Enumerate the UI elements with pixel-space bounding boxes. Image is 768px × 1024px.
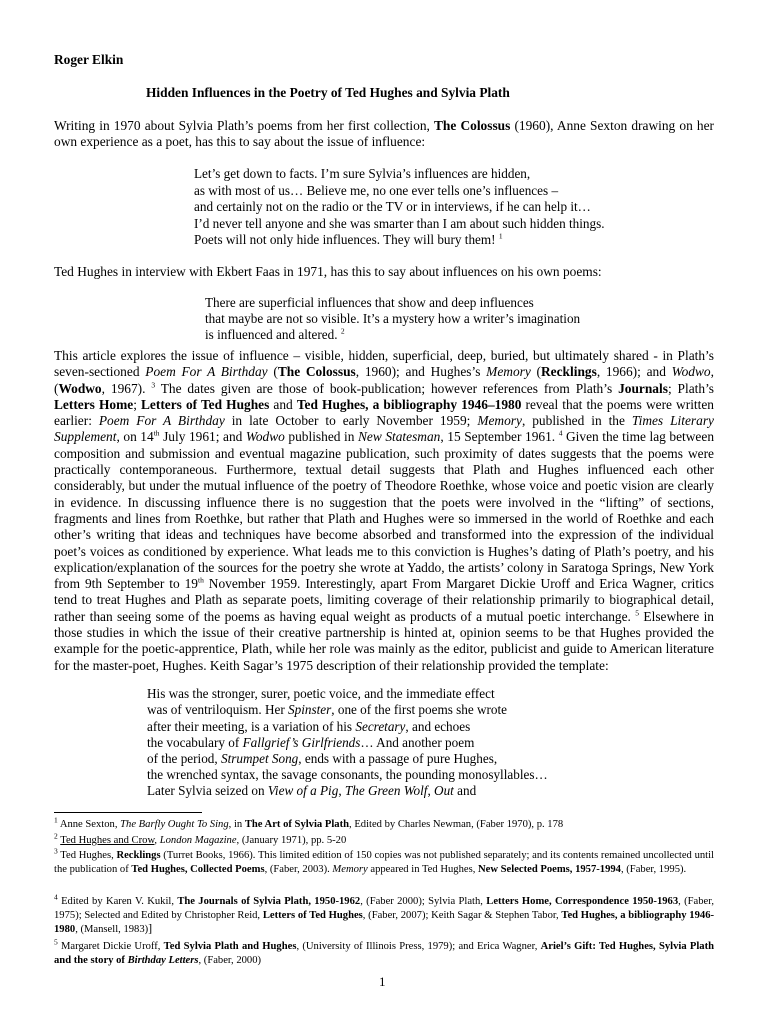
quote-line: I’d never tell anyone and she was smarter than I am about such hidden things. (194, 216, 605, 231)
footnote-ref: 3 (151, 380, 156, 390)
quote-line (205, 327, 345, 343)
intro-paragraph (54, 118, 714, 151)
quote-line: the vocabulary of Fallgrief’s Girlfriends… And another poem (147, 735, 475, 750)
quote-line: after their meeting, is a variation of his Secretary, and echoes (147, 719, 471, 734)
author-name: Roger Elkin (54, 52, 124, 67)
article-title: Hidden Influences in the Poetry of Ted Hughes and Sylvia Plath (146, 85, 510, 100)
footnote-5: $^5$ Margaret Dickie Uroff, Ted Sylvia Plath and Hughes, (University of Illinois Press, 1979); and Erica Wagner, Ariel’s Gift: Ted Hughes, Sylvia Plath and the story of Birthday Letters, (Faber, 2000) (54, 937, 715, 966)
footnote-4: $^4$ Edited by Karen V. Kukil, The Journals of Sylvia Plath, 1950-1962, (Faber 2000); Sylvia Plath, Letters Home, Correspondence 1950-1963, (Faber, 1975); Selected and Edited by Christopher Reid, Letters of Ted Hughes, (Faber, 2007); Keith Sagar & Stephen Tabor, Ted Hughes, a bibliography 1946-1980, (Mansell, 1983)] (54, 892, 715, 936)
quote-line: the wrenched syntax, the savage consonants, the pounding monosyllables… (147, 767, 548, 782)
footnote-ref: 5 (635, 608, 640, 618)
quote-line: Let’s get down to facts. I’m sure Sylvia’s influences are hidden, (194, 166, 531, 181)
page-number: 1 (379, 974, 386, 989)
quote-text: is influenced and altered. (205, 327, 341, 342)
quote-line: that maybe are not so visible. It’s a mystery how a writer’s imagination (205, 311, 581, 326)
footnote-ref: 1 (498, 231, 503, 241)
quote-line: Later Sylvia seized on View of a Pig, The Green Wolf, Out and (147, 783, 477, 798)
footnote-ref: 4 (558, 429, 563, 439)
quote-line: of the period, Strumpet Song, ends with a passage of pure Hughes, (147, 751, 498, 766)
quote-line: His was the stronger, surer, poetic voice, and the immediate effect (147, 686, 495, 701)
footnote-ref: 2 (340, 326, 345, 336)
intro-text: Writing in 1970 about Sylvia Plath’s poems from her first collection, (54, 118, 434, 133)
footnote-divider (54, 812, 202, 813)
footnote-2: $^2$ Ted Hughes and Crow, London Magazine, (January 1971), pp. 5-20 (54, 831, 347, 846)
hughes-intro: Ted Hughes in interview with Ekbert Faas in 1971, has this to say about influences on his own poems: (54, 264, 602, 279)
main-paragraph: This article explores the issue of influence – visible, hidden, superficial, deep, buried, but ultimately shared - in Plath’s seven-sectioned Poem For A Birthday (The Colossus, 1960); and Hughes’s Memory (Recklings, 1966); and Wodwo, (Wodwo, 1967). $^3$ The dates given are those of book-publication; however references from Plath’s Journals; Plath’s Letters Home; Letters of Ted Hughes and Ted Hughes, a bibliography 1946–1980 reveal that the poems were written earlier: Poem For A Birthday in late October to early November 1959; Memory, published in the Times Literary Supplement, on 14th July 1961; and Wodwo published in New Statesman, 15 September 1961. $^4$ Given the time lag between composition and submission and eventual magazine publication, such proximity of dates suggests that the poems were practically contemporaneous. Furthermore, textual detail suggests that Plath and Hughes influenced each other considerably, but under the mutual influence of the poetry of Theodore Roethke, whose voice and poetic vision are clearly in evidence. In discussing influence there is no suggestion that the poets were involved in the “lifting” of sections, fragments and lines from Roethke, but rather that Plath and Hughes were so immersed in the world of Roethke and each other’s writing that ideas and techniques have become absorbed and transformed into the expression of the individual poet’s voices as conditioned by experience. What leads me to this conviction is Hughes’s dating of Plath’s poetry, and his explication/explanation of the sources for the poetry she wrote at Yaddo, the artists’ colony in Saratoga Springs, New York from 9th September to 19th November 1959. Interestingly, apart From Margaret Dickie Uroff and Erica Wagner, critics tend to treat Hughes and Plath as separate poets, limiting coverage of their relationship primarily to biographical detail, rather than seeing some of the poems as having equal weight as products of a mutual poetic interchange. $^5$ Elsewhere in those studies in which the issue of their creative partnership is hinted at, opinion seems to be that Hughes provided the example for the poetic-apprentice, Plath, while her role was mainly as the editor, publicist and guide to American literature for the master-poet, Hughes. Keith Sagar’s 1975 description of their relationship provided the template: (54, 348, 715, 673)
footnote-1: $^1$ Anne Sexton, The Barfly Ought To Sing, in The Art of Sylvia Plath, Edited by Charles Newman, (Faber 1970), p. 178 (54, 815, 564, 830)
quote-line (194, 232, 503, 248)
quote-line: as with most of us… Believe me, no one ever tells one’s influences – (194, 183, 559, 198)
book-title: The Colossus (434, 118, 511, 133)
quote-line: was of ventriloquism. Her Spinster, one of the first poems she wrote (147, 702, 508, 717)
footnote-3: $^3$ Ted Hughes, Recklings (Turret Books, 1966). This limited edition of 150 copies was not published separately; and its contents remained uncollected until the publication of Ted Hughes, Collected Poems, (Faber, 2003). Memory appeared in Ted Hughes, New Selected Poems, 1957-1994, (Faber, 1995). (54, 846, 714, 875)
quote-line: and certainly not on the radio or the TV or in interviews, if he can help it… (194, 199, 591, 214)
intro-text: (1960), Anne Sexton drawing on her own experience as a poet, has this to say about the issue of influence: (54, 118, 714, 150)
quote-text: Poets will not only hide influences. They will bury them! (194, 232, 496, 247)
quote-line: There are superficial influences that show and deep influences (205, 295, 534, 310)
